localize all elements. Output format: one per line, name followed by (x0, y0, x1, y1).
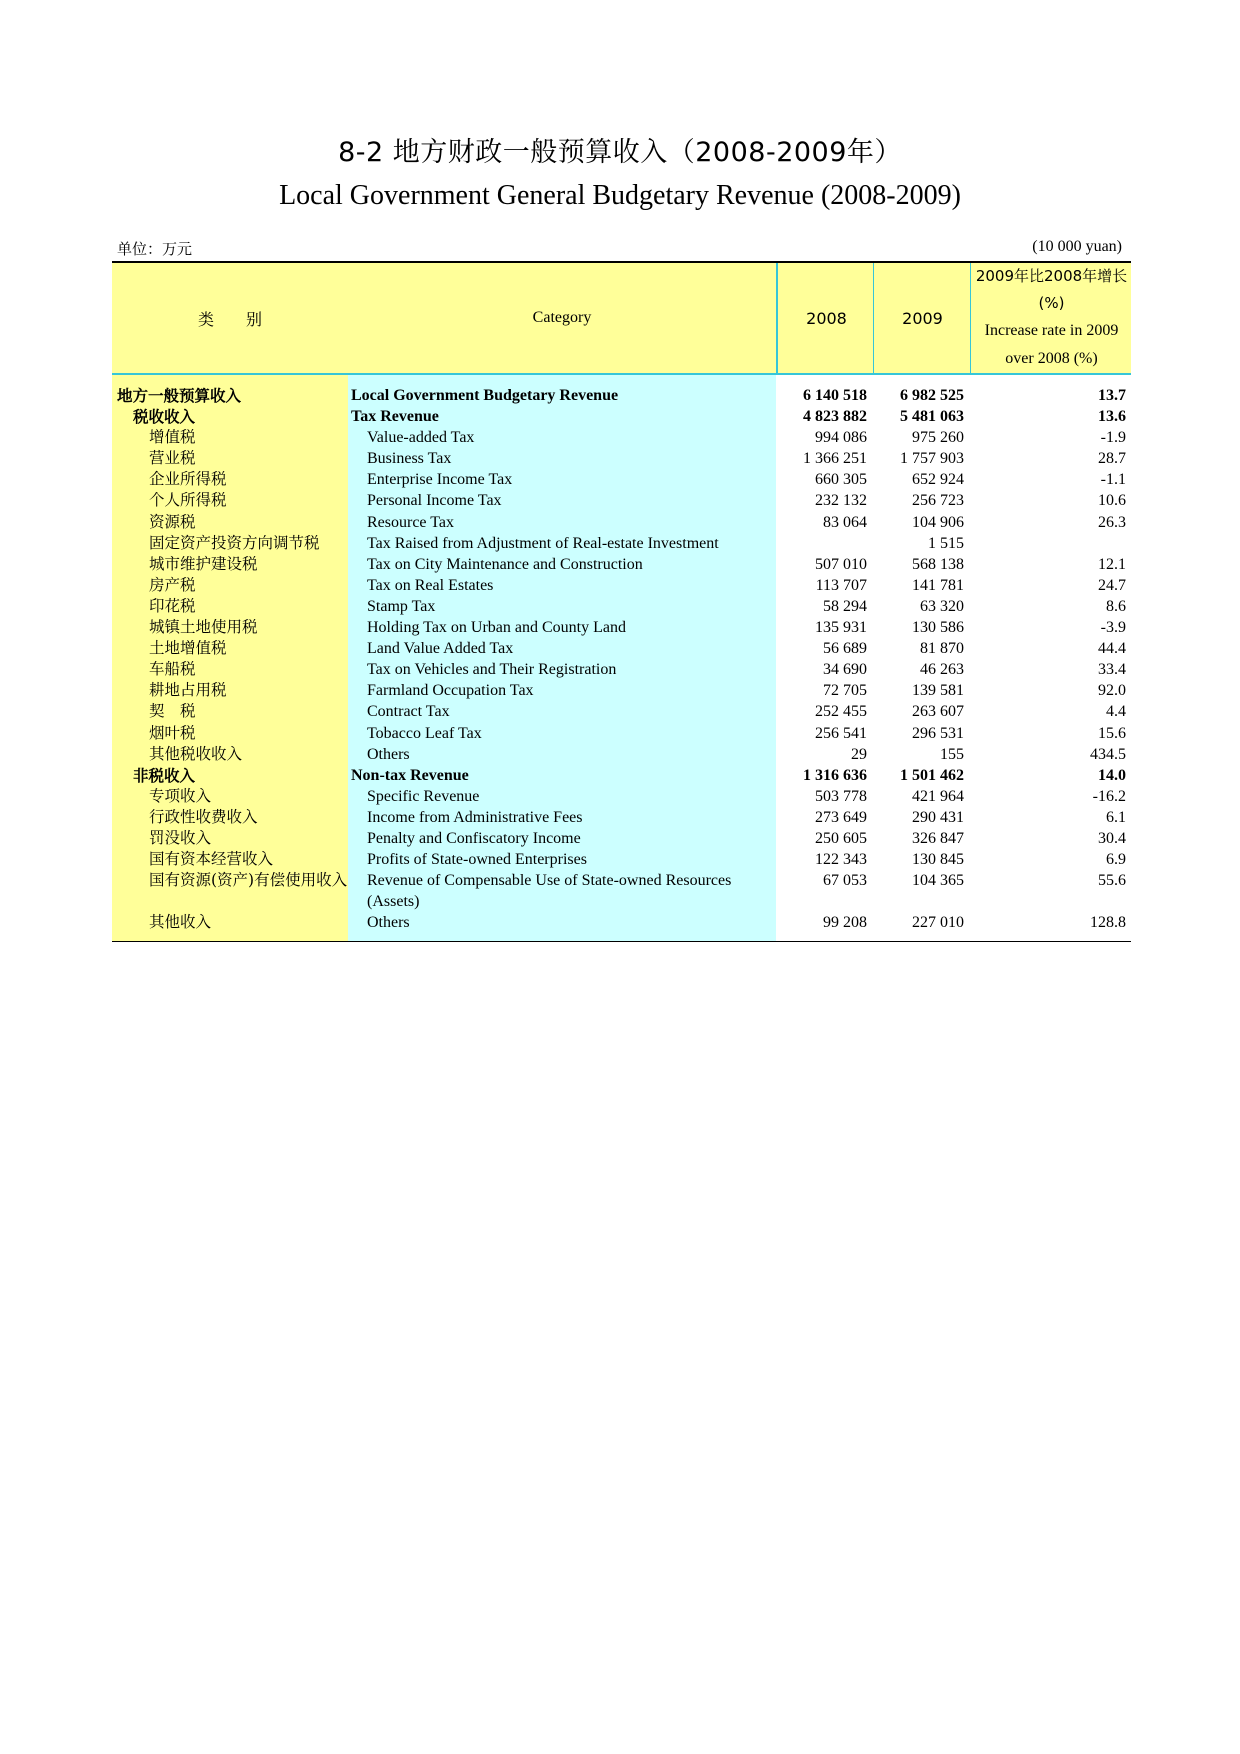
increase-rate: 28.7 (1098, 450, 1126, 468)
row-label-english: Specific Revenue (367, 787, 480, 805)
value-2009: 5 481 063 (900, 408, 964, 426)
value-2008: 58 294 (823, 597, 867, 615)
value-2008: 122 343 (815, 851, 867, 869)
increase-rate: 128.8 (1090, 914, 1126, 932)
value-2009: 139 581 (912, 682, 964, 700)
row-label-english: Others (367, 914, 410, 932)
value-2009: 290 431 (912, 808, 964, 826)
row-label-chinese: 土地增值税 (149, 639, 227, 658)
header-rate-chinese: 2009年比2008年增长 (975, 267, 1128, 285)
row-label-english: Penalty and Confiscatory Income (367, 829, 581, 847)
row-label-english: Local Government Budgetary Revenue (351, 387, 619, 404)
header-rate-english-1: Increase rate in 2009 (984, 322, 1119, 339)
row-label-chinese: 印花税 (149, 596, 196, 615)
value-2009: 130 586 (912, 619, 964, 637)
row-label-chinese: 其他税收收入 (149, 744, 243, 763)
increase-rate: 14.0 (1098, 766, 1126, 784)
unit-label-english: (10 000 yuan) (1032, 238, 1122, 255)
value-2008: 113 707 (815, 576, 867, 594)
table-row (112, 680, 1131, 701)
table-body (112, 375, 1131, 942)
table-header (112, 261, 1131, 375)
increase-rate: -16.2 (1092, 787, 1126, 805)
row-label-english: Income from Administrative Fees (367, 808, 583, 826)
row-label-chinese: 税收收入 (133, 407, 196, 427)
row-label-chinese: 营业税 (149, 449, 196, 468)
row-label-english: Holding Tax on Urban and County Land (367, 619, 626, 637)
row-label-english: Tax on Real Estates (367, 576, 494, 594)
value-2008: 83 064 (823, 513, 867, 531)
table-row (112, 828, 1131, 849)
value-2008: 135 931 (815, 619, 867, 637)
value-2009: 130 845 (912, 851, 964, 869)
value-2008: 4 823 882 (803, 408, 867, 426)
value-2009: 227 010 (912, 914, 964, 932)
row-label-chinese: 行政性收费收入 (149, 807, 258, 826)
value-2009: 652 924 (912, 471, 964, 489)
value-2009: 6 982 525 (900, 387, 964, 404)
row-label-english: Tax Raised from Adjustment of Real-estate Investment (367, 534, 719, 552)
row-label-english: Profits of State-owned Enterprises (367, 851, 587, 869)
row-label-chinese: 地方一般预算收入 (117, 386, 242, 405)
row-label-english: Stamp Tax (367, 597, 436, 615)
table-row (112, 512, 1131, 533)
value-2009: 81 870 (920, 640, 964, 658)
header-increase-rate (970, 263, 1132, 373)
row-label-chinese: 耕地占用税 (149, 681, 227, 700)
increase-rate: 10.6 (1098, 492, 1126, 510)
value-2008: 660 305 (815, 471, 867, 489)
value-2009: 104 906 (912, 513, 964, 531)
unit-label-chinese: 单位：万元 (117, 240, 193, 258)
row-label-english: Business Tax (367, 450, 452, 468)
value-2009: 568 138 (912, 555, 964, 573)
value-2008: 256 541 (815, 724, 867, 742)
row-label-chinese: 个人所得税 (149, 491, 227, 510)
header-rate-english-2: over 2008 (%) (1005, 350, 1098, 367)
increase-rate: -1.9 (1100, 429, 1126, 447)
row-label-chinese: 固定资产投资方向调节税 (149, 533, 320, 552)
row-label-english: Personal Income Tax (367, 492, 502, 510)
row-label-chinese: 其他收入 (149, 913, 212, 932)
value-2009: 1 501 462 (900, 766, 964, 784)
table-row (112, 406, 1131, 427)
row-label-chinese: 城市维护建设税 (149, 554, 258, 573)
value-2008: 273 649 (815, 808, 867, 826)
increase-rate: 13.6 (1098, 408, 1126, 426)
row-label-chinese: 罚没收入 (149, 828, 212, 847)
increase-rate: 13.7 (1098, 387, 1126, 404)
value-2008 (776, 533, 873, 554)
table-row (112, 385, 1131, 406)
table-row (112, 723, 1131, 744)
value-2009: 1 757 903 (900, 450, 964, 468)
increase-rate: 6.9 (1106, 851, 1126, 869)
row-label-english: Farmland Occupation Tax (367, 682, 534, 700)
table-row (112, 701, 1131, 722)
revenue-table (112, 261, 1131, 942)
increase-rate: 6.1 (1106, 808, 1126, 826)
row-label-chinese: 国有资源(资产)有偿使用收入 (149, 871, 348, 890)
increase-rate: -1.1 (1100, 471, 1126, 489)
table-row (112, 596, 1131, 617)
header-category: Category (532, 309, 592, 326)
value-2008: 252 455 (815, 703, 867, 721)
value-2008: 503 778 (815, 787, 867, 805)
value-2008: 67 053 (823, 872, 867, 890)
table-row (112, 912, 1131, 933)
increase-rate: 12.1 (1098, 555, 1126, 573)
increase-rate: 44.4 (1098, 640, 1126, 658)
value-2008: 29 (851, 745, 867, 763)
value-2008: 994 086 (815, 429, 867, 447)
value-2008: 99 208 (823, 914, 867, 932)
value-2009: 263 607 (912, 703, 964, 721)
value-2008: 507 010 (815, 555, 867, 573)
row-label-chinese: 契 税 (149, 702, 196, 721)
row-label-english: Revenue of Compensable Use of State-owned Resources (Assets) (367, 872, 732, 911)
increase-rate: 15.6 (1098, 724, 1126, 742)
value-2008: 56 689 (823, 640, 867, 658)
table-row (112, 427, 1131, 448)
value-2008: 1 316 636 (803, 766, 867, 784)
row-label-english: Resource Tax (367, 513, 454, 531)
row-label-chinese: 城镇土地使用税 (149, 618, 258, 637)
table-row (112, 533, 1131, 554)
table-row (112, 617, 1131, 638)
increase-rate: 8.6 (1106, 597, 1126, 615)
increase-rate: 24.7 (1098, 576, 1126, 594)
row-label-chinese: 国有资本经营收入 (149, 850, 274, 869)
table-row (112, 638, 1131, 659)
value-2008: 34 690 (823, 661, 867, 679)
value-2009: 256 723 (912, 492, 964, 510)
page-title-english: Local Government General Budgetary Revenue (2008-2009) (279, 180, 961, 211)
increase-rate: 33.4 (1098, 661, 1126, 679)
table-row (112, 448, 1131, 469)
row-label-chinese: 非税收入 (133, 765, 196, 785)
header-rate-percent: (%) (1038, 294, 1065, 312)
header-category-chinese: 类 别 (197, 309, 262, 329)
table-row (112, 765, 1131, 786)
row-label-chinese: 资源税 (149, 512, 196, 531)
table-row (112, 849, 1131, 870)
row-label-english: Value-added Tax (367, 429, 475, 447)
row-label-english: Non-tax Revenue (351, 766, 469, 784)
value-2009: 141 781 (912, 576, 964, 594)
value-2009: 421 964 (912, 787, 964, 805)
increase-rate: -3.9 (1100, 619, 1126, 637)
value-2009: 326 847 (912, 829, 964, 847)
value-2009: 104 365 (912, 872, 964, 890)
row-label-english: Enterprise Income Tax (367, 471, 513, 489)
value-2008: 6 140 518 (803, 387, 867, 404)
value-2009: 155 (940, 745, 964, 763)
table-row (112, 575, 1131, 596)
table-row (112, 807, 1131, 828)
row-label-chinese: 房产税 (149, 575, 196, 594)
page-title-chinese: 8-2 地方财政一般预算收入（2008-2009年） (338, 137, 902, 168)
value-2008: 1 366 251 (803, 450, 867, 468)
row-label-english: Others (367, 745, 410, 763)
row-label-chinese: 企业所得税 (149, 470, 227, 489)
value-2008: 232 132 (815, 492, 867, 510)
increase-rate: 434.5 (1090, 745, 1126, 763)
row-label-english: Tax Revenue (351, 408, 439, 426)
row-label-english: Tax on City Maintenance and Construction (367, 555, 643, 573)
table-row (112, 554, 1131, 575)
row-label-english: Contract Tax (367, 703, 450, 721)
row-label-english: Tobacco Leaf Tax (367, 724, 482, 742)
row-label-english: Land Value Added Tax (367, 640, 514, 658)
increase-rate: 4.4 (1106, 703, 1126, 721)
table-row (112, 786, 1131, 807)
row-label-chinese: 烟叶税 (149, 723, 196, 742)
row-label-chinese: 增值税 (149, 428, 196, 447)
table-row (112, 469, 1131, 490)
value-2009: 1 515 (928, 534, 964, 552)
value-2008: 72 705 (823, 682, 867, 700)
header-2009: 2009 (873, 263, 971, 373)
row-label-english: Tax on Vehicles and Their Registration (367, 661, 617, 679)
value-2009: 975 260 (912, 429, 964, 447)
table-row (112, 659, 1131, 680)
value-2008: 250 605 (815, 829, 867, 847)
value-2009: 63 320 (920, 597, 964, 615)
increase-rate: 55.6 (1098, 872, 1126, 890)
table-row (112, 744, 1131, 765)
header-2008: 2008 (776, 263, 875, 373)
increase-rate: 30.4 (1098, 829, 1126, 847)
increase-rate: 26.3 (1098, 513, 1126, 531)
value-2009: 46 263 (920, 661, 964, 679)
row-label-chinese: 专项收入 (149, 786, 212, 805)
increase-rate: 92.0 (1098, 682, 1126, 700)
increase-rate (970, 533, 1131, 554)
value-2009: 296 531 (912, 724, 964, 742)
table-row (112, 870, 1131, 912)
row-label-chinese: 车船税 (149, 660, 196, 679)
table-row (112, 490, 1131, 511)
